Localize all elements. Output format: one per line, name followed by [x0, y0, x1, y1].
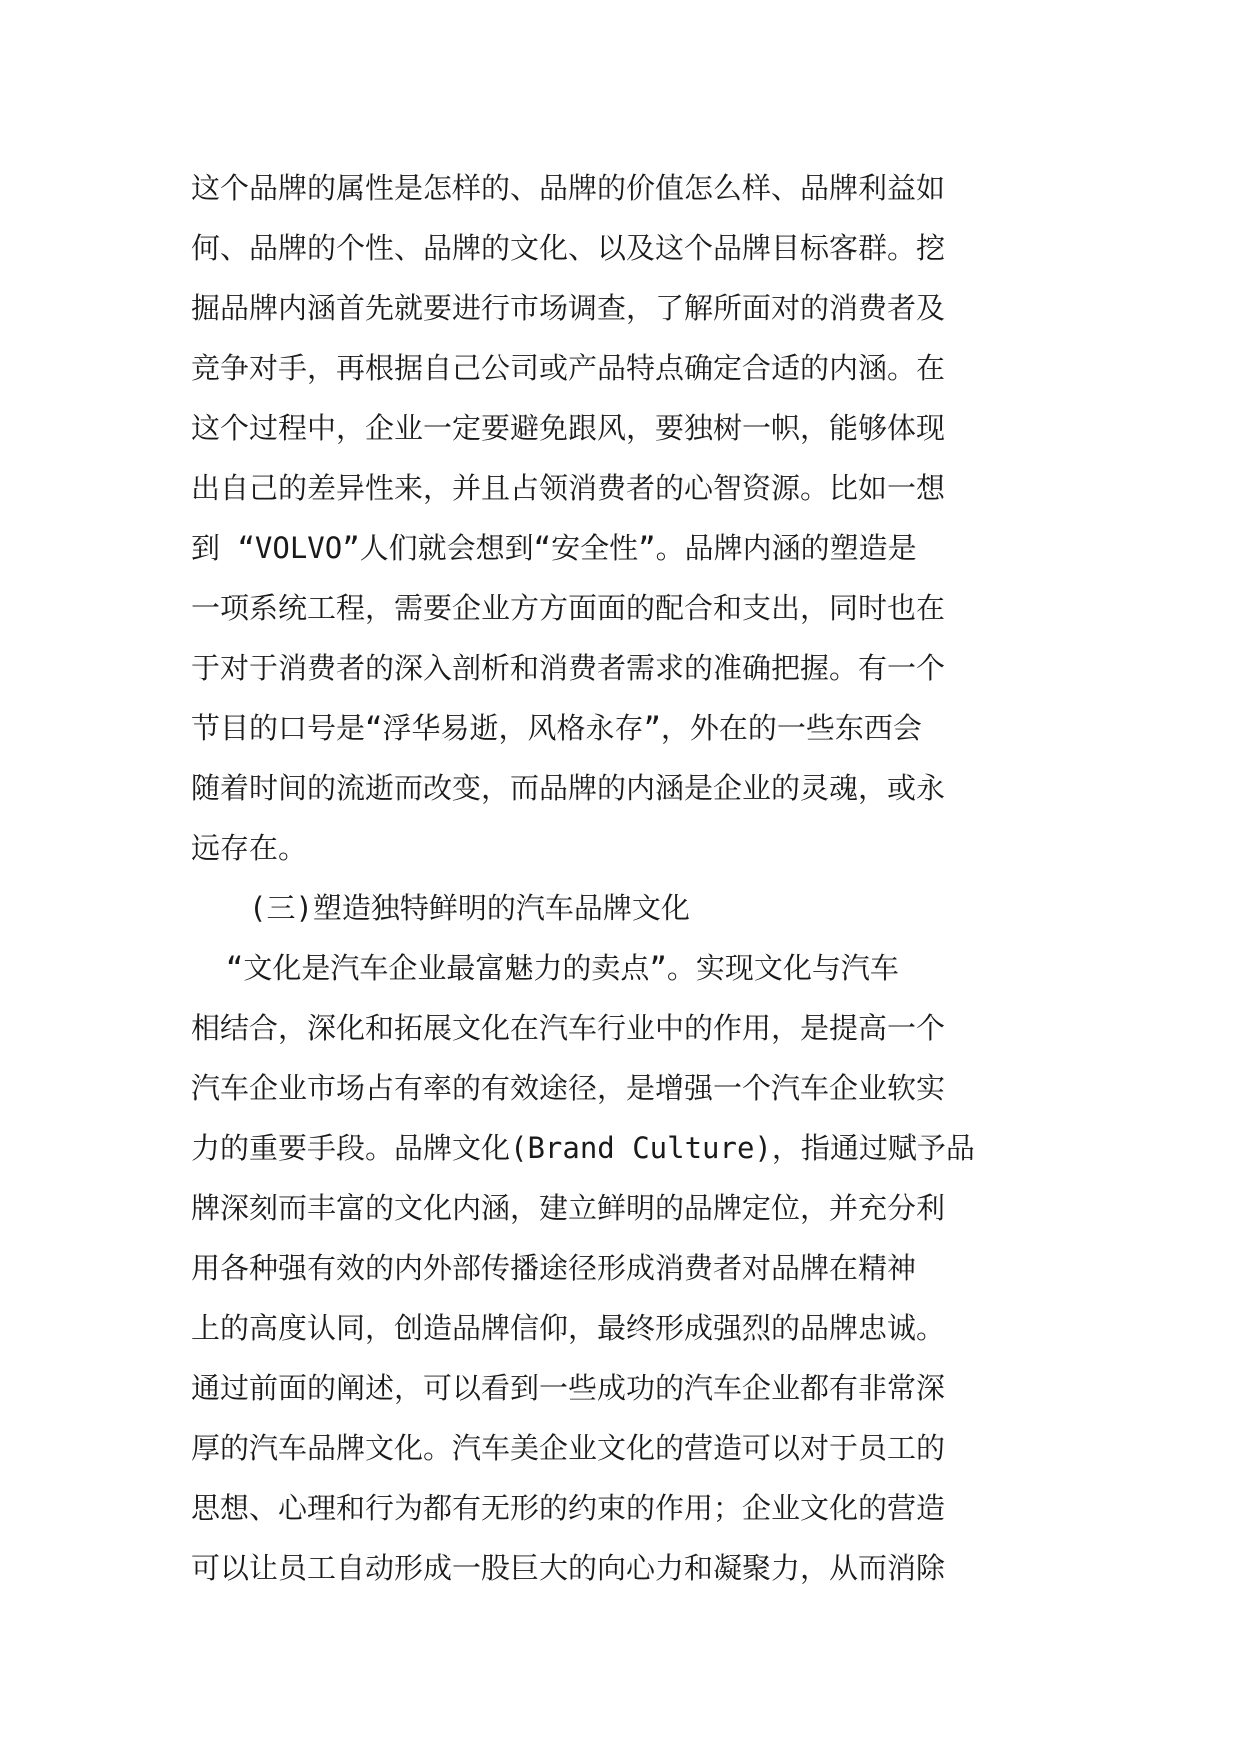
text-line: 可以让员工自动形成一股巨大的向心力和凝聚力，从而消除 — [191, 1551, 946, 1585]
text-line: 到 “VOLVO”人们就会想到“安全性”。品牌内涵的塑造是 — [191, 531, 917, 565]
text-line: 思想、心理和行为都有无形的约束的作用；企业文化的营造 — [191, 1491, 946, 1525]
text-line: 汽车企业市场占有率的有效途径，是增强一个汽车企业软实 — [191, 1071, 946, 1105]
text-line: 相结合，深化和拓展文化在汽车行业中的作用，是提高一个 — [191, 1011, 946, 1045]
text-line: “文化是汽车企业最富魅力的卖点”。实现文化与汽车 — [191, 951, 899, 985]
text-line: 这个品牌的属性是怎样的、品牌的价值怎么样、品牌利益如 — [191, 171, 946, 205]
text-line: 通过前面的阐述，可以看到一些成功的汽车企业都有非常深 — [191, 1371, 946, 1405]
text-line: 力的重要手段。品牌文化(Brand Culture)，指通过赋予品 — [191, 1131, 975, 1165]
text-line: 随着时间的流逝而改变，而品牌的内涵是企业的灵魂，或永 — [191, 771, 946, 805]
text-line: 一项系统工程，需要企业方方面面的配合和支出，同时也在 — [191, 591, 946, 625]
text-line: 何、品牌的个性、品牌的文化、以及这个品牌目标客群。挖 — [191, 231, 946, 265]
text-line: 厚的汽车品牌文化。汽车美企业文化的营造可以对于员工的 — [191, 1431, 946, 1465]
text-line: 于对于消费者的深入剖析和消费者需求的准确把握。有一个 — [191, 651, 946, 685]
text-line: 节目的口号是“浮华易逝，风格永存”，外在的一些东西会 — [191, 711, 922, 745]
document-body — [191, 158, 1061, 1598]
text-line: 出自己的差异性来，并且占领消费者的心智资源。比如一想 — [191, 471, 946, 505]
text-line: 掘品牌内涵首先就要进行市场调查，了解所面对的消费者及 — [191, 291, 946, 325]
text-line: 用各种强有效的内外部传播途径形成消费者对品牌在精神 — [191, 1251, 917, 1285]
text-line: 牌深刻而丰富的文化内涵，建立鲜明的品牌定位，并充分利 — [191, 1191, 946, 1225]
text-line: 竞争对手，再根据自己公司或产品特点确定合适的内涵。在 — [191, 351, 946, 385]
text-line: 这个过程中，企业一定要避免跟风，要独树一帜，能够体现 — [191, 411, 946, 445]
text-line: 上的高度认同，创造品牌信仰，最终形成强烈的品牌忠诚。 — [191, 1311, 946, 1345]
section-heading: (三)塑造独特鲜明的汽车品牌文化 — [249, 891, 690, 925]
text-line: 远存在。 — [191, 831, 308, 865]
